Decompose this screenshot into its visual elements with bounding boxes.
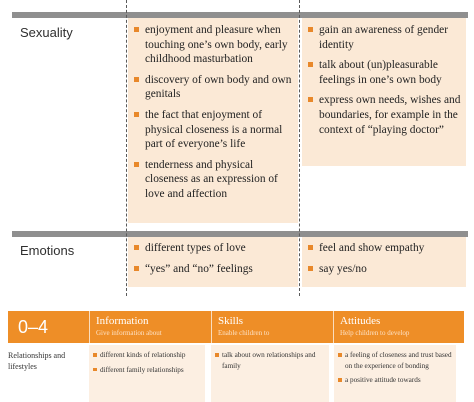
bullet-icon [134, 266, 139, 271]
bullet-icon [215, 353, 219, 357]
list-item: say yes/no [307, 262, 463, 277]
information-header: Information [96, 315, 149, 327]
list-item: different family relationships [92, 365, 202, 376]
bullet-icon [134, 112, 139, 117]
bullet-icon [134, 245, 139, 250]
bullet-icon [308, 266, 313, 271]
age-group-label: 0–4 [18, 317, 49, 337]
skills-subheader: Enable children to [218, 329, 270, 337]
emotions-information-list [133, 241, 293, 282]
column-divider-right [299, 0, 300, 296]
emotions-skills-list [307, 241, 463, 282]
information-subheader: Give information about [96, 329, 162, 337]
attitudes-list [337, 350, 453, 390]
skills-cell [211, 345, 329, 402]
information-cell [89, 345, 205, 402]
list-item: the fact that enjoyment of physical closeness is a normal part of everyone’s life [133, 108, 293, 152]
list-item: tenderness and physical closeness as an expression of love and affection [133, 158, 293, 202]
bullet-icon [338, 353, 342, 357]
list-item: gain an awareness of gender identity [307, 23, 463, 52]
list-item: talk about (un)pleasurable feelings in one’s own body [307, 58, 463, 87]
skills-list [214, 350, 326, 375]
bullet-icon [308, 97, 313, 102]
header-divider [211, 311, 212, 343]
column-divider-left [126, 0, 127, 296]
header-divider [333, 311, 334, 343]
bullet-icon [134, 162, 139, 167]
emotions-label: Emotions [20, 243, 75, 258]
list-item: discovery of own body and own genitals [133, 73, 293, 102]
attitudes-subheader: Help children to develop [340, 329, 410, 337]
bullet-icon [308, 27, 313, 32]
list-item: different kinds of relationship [92, 350, 202, 361]
header-divider [89, 311, 90, 343]
list-item: different types of love [133, 241, 293, 256]
information-list [92, 350, 202, 379]
attitudes-header: Attitudes [340, 315, 381, 327]
bullet-icon [93, 353, 97, 357]
list-item: a feeling of closeness and trust based on the experience of bonding [337, 350, 453, 371]
attitudes-cell [334, 345, 456, 402]
bullet-icon [134, 27, 139, 32]
bullet-icon [308, 62, 313, 67]
bullet-icon [134, 77, 139, 82]
list-item: a positive attitude towards [337, 375, 453, 386]
list-item: talk about own relationships and family [214, 350, 326, 371]
list-item: enjoyment and pleasure when touching one’s own body, early childhood masturbation [133, 23, 293, 67]
list-item: feel and show empathy [307, 241, 463, 256]
bullet-icon [308, 245, 313, 250]
sexuality-information-list [133, 23, 293, 208]
list-item: “yes” and “no” feelings [133, 262, 293, 277]
sexuality-skills-list [307, 23, 463, 143]
list-item: express own needs, wishes and boundaries, for example in the context of “playing doctor” [307, 93, 463, 137]
age-group-header-band [8, 311, 464, 343]
sexuality-label: Sexuality [20, 25, 73, 40]
relationships-row-label: Relationships and lifestyles [8, 351, 66, 371]
bullet-icon [338, 378, 342, 382]
bullet-icon [93, 368, 97, 372]
skills-header: Skills [218, 315, 244, 327]
